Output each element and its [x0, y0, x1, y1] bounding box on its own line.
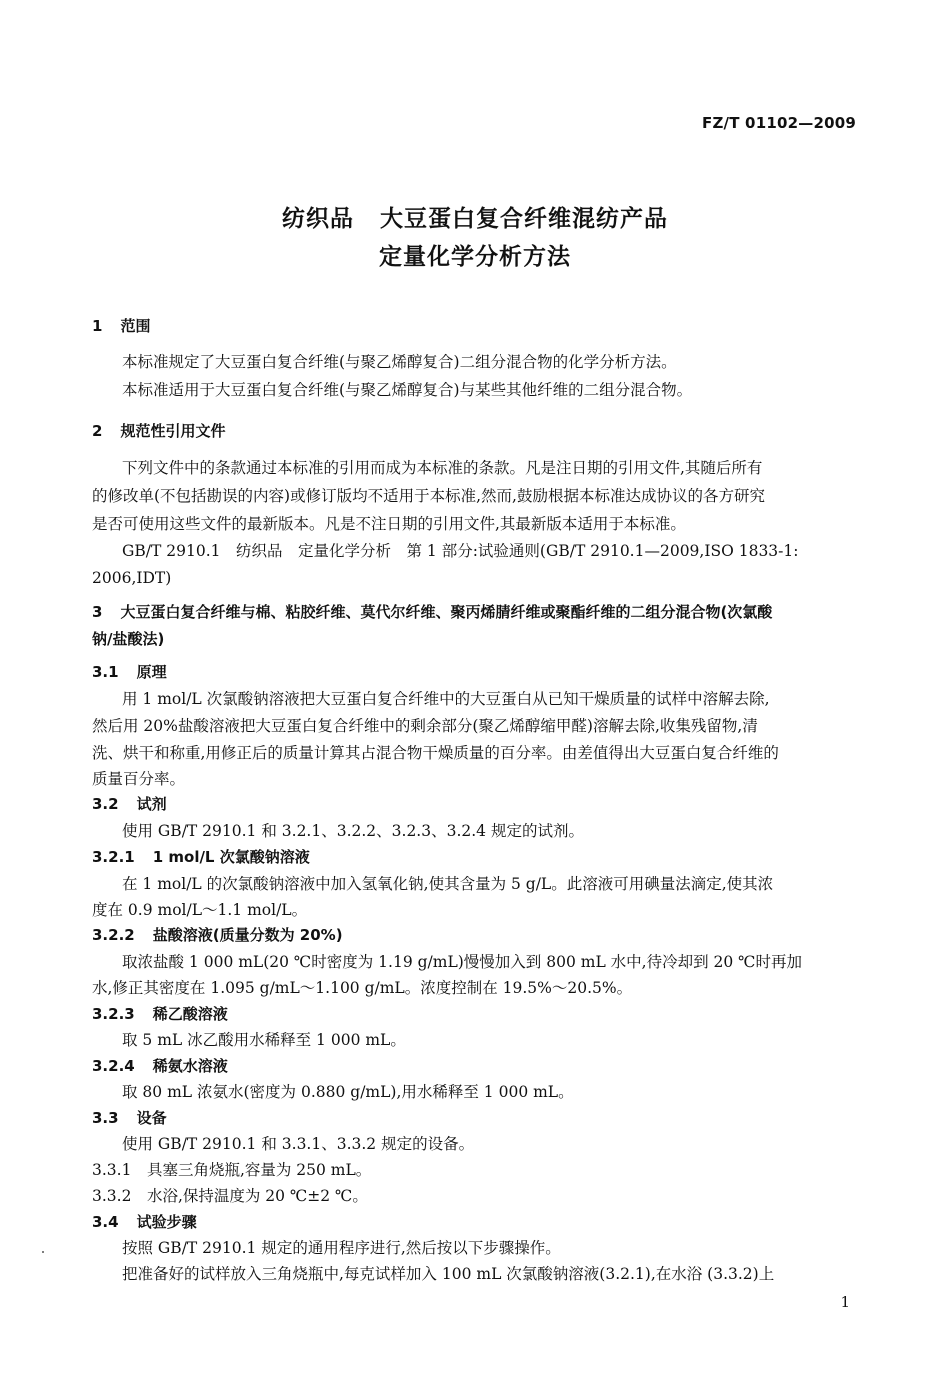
paragraph-line: 下列文件中的条款通过本标准的引用而成为本标准的条款。凡是注日期的引用文件,其随后所有 — [122, 459, 763, 477]
paragraph-line: 取 5 mL 冰乙酸用水稀释至 1 000 mL。 — [122, 1031, 406, 1049]
section-number: 3.2.4 — [92, 1057, 135, 1075]
section-number: 3 — [92, 603, 103, 621]
scan-speck — [42, 1251, 44, 1253]
subsection-3-2-2-heading — [92, 925, 343, 945]
section-title: 稀乙酸溶液 — [152, 1005, 228, 1023]
paragraph-line: 使用 GB/T 2910.1 和 3.2.1、3.2.2、3.2.3、3.2.4 规定的试剂。 — [122, 822, 584, 840]
section-title: 设备 — [136, 1109, 167, 1127]
standard-code: FZ/T 01102—2009 — [702, 114, 856, 132]
document-title-line-1 — [0, 200, 950, 233]
section-number: 3.2.1 — [92, 848, 135, 866]
title-part-b: 大豆蛋白复合纤维混纺产品 — [380, 206, 668, 232]
subsection-3-1-heading — [92, 662, 167, 682]
paragraph-line: 使用 GB/T 2910.1 和 3.3.1、3.3.2 规定的设备。 — [122, 1135, 475, 1153]
section-3-heading — [92, 602, 772, 622]
section-title: 范围 — [120, 317, 151, 335]
section-title: 大豆蛋白复合纤维与棉、粘胶纤维、莫代尔纤维、聚丙烯腈纤维或聚酯纤维的二组分混合物(次氯酸 — [120, 603, 773, 621]
section-title: 盐酸溶液(质量分数为 20%) — [152, 926, 343, 944]
reference-line: GB/T 2910.1 纺织品 定量化学分析 第 1 部分:试验通则(GB/T 2910.1—2009,ISO 1833-1: — [122, 542, 799, 560]
paragraph-line: 取浓盐酸 1 000 mL(20 ℃时密度为 1.19 g/mL)慢慢加入到 800 mL 水中,待冷却到 20 ℃时再加 — [122, 953, 803, 971]
section-title: 试剂 — [136, 795, 167, 813]
page-number: 1 — [840, 1293, 850, 1311]
section-number: 3.2.2 — [92, 926, 135, 944]
document-title-line-2: 定量化学分析方法 — [379, 244, 571, 270]
section-number: 1 — [92, 317, 103, 335]
subsection-3-2-3-heading — [92, 1004, 228, 1024]
clause-3-3-1: 3.3.1 具塞三角烧瓶,容量为 250 mL。 — [92, 1161, 372, 1179]
title-part-a: 纺织品 — [282, 206, 354, 232]
paragraph-line: 本标准适用于大豆蛋白复合纤维(与聚乙烯醇复合)与某些其他纤维的二组分混合物。 — [122, 381, 693, 399]
paragraph-line: 本标准规定了大豆蛋白复合纤维(与聚乙烯醇复合)二组分混合物的化学分析方法。 — [122, 353, 677, 371]
subsection-3-2-heading — [92, 794, 167, 814]
paragraph-line: 是否可使用这些文件的最新版本。凡是不注日期的引用文件,其最新版本适用于本标准。 — [92, 515, 686, 533]
paragraph-line: 质量百分率。 — [92, 770, 186, 788]
paragraph-line: 取 80 mL 浓氨水(密度为 0.880 g/mL),用水稀释至 1 000 mL。 — [122, 1083, 574, 1101]
paragraph-line: 的修改单(不包括勘误的内容)或修订版均不适用于本标准,然而,鼓励根据本标准达成协议的各方研究 — [92, 487, 765, 505]
section-2-heading — [92, 421, 225, 441]
paragraph-line: 在 1 mol/L 的次氯酸钠溶液中加入氢氧化钠,使其含量为 5 g/L。此溶液可用碘量法滴定,使其浓 — [122, 875, 774, 893]
paragraph-line: 水,修正其密度在 1.095 g/mL～1.100 g/mL。浓度控制在 19.5%～20.5%。 — [92, 979, 633, 997]
section-title: 试验步骤 — [136, 1213, 197, 1231]
paragraph-line: 按照 GB/T 2910.1 规定的通用程序进行,然后按以下步骤操作。 — [122, 1239, 561, 1257]
paragraph-line: 把准备好的试样放入三角烧瓶中,每克试样加入 100 mL 次氯酸钠溶液(3.2.1),在水浴 (3.3.2)上 — [122, 1265, 775, 1283]
section-number: 2 — [92, 422, 103, 440]
clause-3-3-2: 3.3.2 水浴,保持温度为 20 ℃±2 ℃。 — [92, 1187, 368, 1205]
subsection-3-2-4-heading — [92, 1056, 228, 1076]
paragraph-line: 洗、烘干和称重,用修正后的质量计算其占混合物干燥质量的百分率。由差值得出大豆蛋白复合纤维的 — [92, 744, 779, 762]
section-number: 3.3 — [92, 1109, 119, 1127]
section-3-heading-cont: 钠/盐酸法) — [92, 630, 165, 648]
section-number: 3.2.3 — [92, 1005, 135, 1023]
section-title: 稀氨水溶液 — [152, 1057, 228, 1075]
section-number: 3.1 — [92, 663, 119, 681]
paragraph-line: 然后用 20%盐酸溶液把大豆蛋白复合纤维中的剩余部分(聚乙烯醇缩甲醛)溶解去除,收集残留物,清 — [92, 717, 758, 735]
subsection-3-4-heading — [92, 1212, 197, 1232]
paragraph-line: 用 1 mol/L 次氯酸钠溶液把大豆蛋白复合纤维中的大豆蛋白从已知干燥质量的试样中溶解去除, — [122, 690, 770, 708]
section-title: 1 mol/L 次氯酸钠溶液 — [152, 848, 310, 866]
reference-line: 2006,IDT) — [92, 569, 172, 587]
subsection-3-3-heading — [92, 1108, 167, 1128]
section-1-heading — [92, 316, 150, 336]
section-number: 3.4 — [92, 1213, 119, 1231]
subsection-3-2-1-heading — [92, 847, 310, 867]
paragraph-line: 度在 0.9 mol/L～1.1 mol/L。 — [92, 901, 308, 919]
section-title: 原理 — [136, 663, 167, 681]
section-title: 规范性引用文件 — [120, 422, 226, 440]
section-number: 3.2 — [92, 795, 119, 813]
